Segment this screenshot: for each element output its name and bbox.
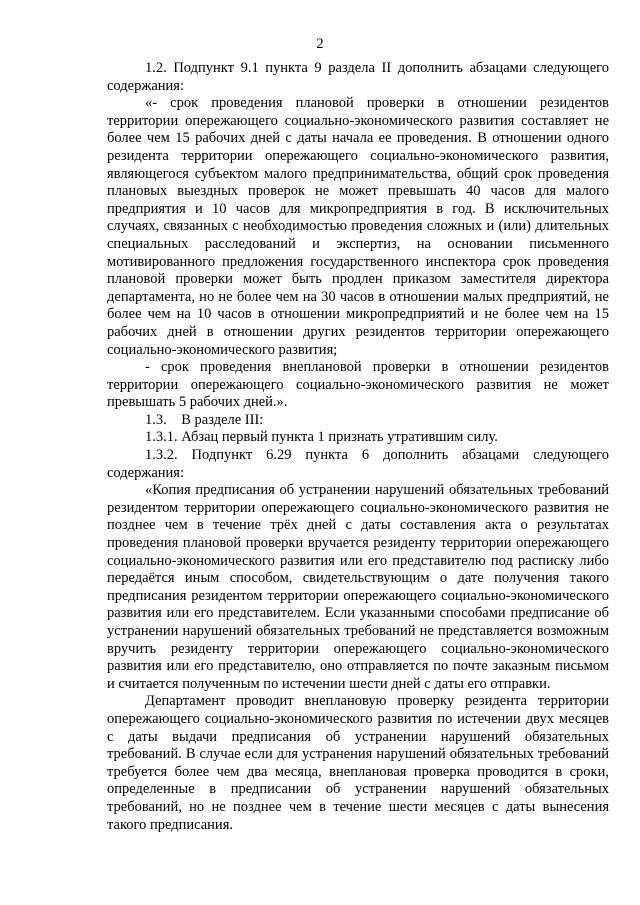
- document-body: [107, 60, 609, 834]
- paragraph-unscheduled-inspection-term: - срок проведения внеплановой проверки в отношении резидентов территории опережающего социально-экономического развития не может превышать 5 рабочих дней.».: [107, 359, 609, 411]
- paragraph-1-3-2: 1.3.2. Подпункт 6.29 пункта 6 дополнить абзацами следующего содержания:: [107, 447, 609, 481]
- paragraph-1-2: 1.2. Подпункт 9.1 пункта 9 раздела II дополнить абзацами следующего содержания:: [107, 60, 609, 94]
- paragraph-1-3: 1.3. В разделе III:: [145, 411, 264, 428]
- paragraph-order-copy: «Копия предписания об устранении нарушений обязательных требований резидентом территории опережающего социально-экономического развития не позднее чем в течение трёх дней с даты составления акта о результатах проведения плановой проверки вручается резиденту территории опережающего социально-экономического развития или его представителю под расписку либо передаётся иным способом, свидетельствующим о дате получения такого предписания резидентом территории опережающего социально-экономического развития или его представителем. Если указанными способами предписание об устранении нарушений обязательных требований не представляется возможным вручить резиденту территории опережающего социально-экономического развития или его представителю, оно отправляется по почте заказным письмом и считается полученным по истечении шести дней с даты его отправки.: [107, 482, 609, 692]
- paragraph-1-3-1: 1.3.1. Абзац первый пункта 1 признать утратившим силу.: [145, 429, 498, 446]
- page-number: 2: [316, 36, 324, 52]
- paragraph-department-inspection: Департамент проводит внеплановую проверку резидента территории опережающего социально-экономического развития по истечении двух месяцев с даты выдачи предписания об устранении нарушений обязательных требований. В случае если для устранения нарушений обязательных требований требуется более чем два месяца, внеплановая проверка проводится в сроки, определенные в предписании об устранении нарушений обязательных требований, но не позднее чем в течение шести месяцев с даты вынесения такого предписания.: [107, 693, 609, 833]
- paragraph-planned-inspection-term: «- срок проведения плановой проверки в отношении резидентов территории опережающего социально-экономического развития составляет не более чем 15 рабочих дней с даты начала ее проведения. В отношении одного резидента территории опережающего социально-экономического развития, являющегося субъектом малого предпринимательства, общий срок проведения плановых выездных проверок не может превышать 40 часов для малого предприятия и 10 часов для микропредприятия в год. В исключительных случаях, связанных с необходимостью проведения сложных и (или) длительных специальных расследований и экспертиз, на основании письменного мотивированного предложения государственного инспектора срок проведения плановой проверки может быть продлен приказом заместителя директора департамента, но не более чем на 30 часов в отношении малых предприятий, не более чем на 10 часов в отношении микропредприятий и не более чем на 15 рабочих дней в отношении других резидентов территории опережающего социально-экономического развития;: [107, 95, 609, 358]
